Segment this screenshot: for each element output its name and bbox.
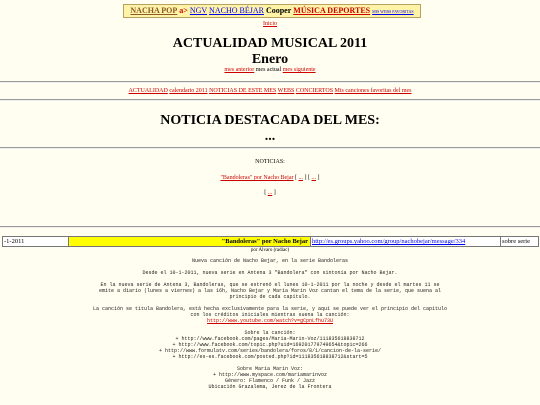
body-line: con los créditos iniciales mientras suena la canción: [190, 312, 350, 318]
more-link-3[interactable]: ... [267, 190, 273, 196]
body-line: Desde el 10-1-2011, nueva serie en Antena 3 "Bandolera" con sintonía por Nacho Bejar. [142, 270, 398, 276]
nav-link-webs-favoritas[interactable]: MIS WEBS FAVORITAS [372, 9, 414, 14]
entry-tag: sobre serie [500, 236, 539, 247]
body-line: La canción se titula Bandolera, está hecha exclusivamente para la serie, y aquí se puede ver el principio del capítulo [92, 306, 448, 312]
noticias-label: NOTICIAS: [255, 159, 285, 165]
body-line: + http://es-es.facebook.com/posted.php?id=111835618838712&start=5 [172, 354, 368, 360]
more-link-2[interactable]: ... [311, 175, 317, 181]
section-link-calendario[interactable]: calendario 2011 [169, 88, 208, 94]
body-line: + http://www.myspace.com/mariamarinvoz [212, 372, 328, 378]
featured-heading: NOTICIA DESTACADA DEL MES: [160, 113, 380, 128]
section-link-noticias[interactable]: NOTICIAS DE ESTE MES [209, 88, 277, 94]
body-line: Género: Flamenco / Funk / Jazz [224, 378, 315, 384]
divider [0, 81, 540, 83]
entry-author: por Alvaro (radiac) [250, 248, 290, 253]
nav-arrow: a> [179, 6, 188, 15]
body-line: Nueva canción de Nacho Bejar, en la serie Bandoleras [191, 258, 349, 264]
body-line: principio de cada capítulo. [229, 294, 311, 300]
body-line: + http://www.facebook.com/topic.php?uid=169201779749654&topic=266 [172, 342, 368, 348]
body-line: Ubicación Grazalema, Jerez de la Frontera [208, 384, 332, 390]
month-navigation [0, 67, 540, 73]
prev-month-link[interactable]: mes anterior [224, 67, 255, 73]
current-month-label: mes actual [255, 67, 282, 73]
body-line: Sobre la canción: [244, 330, 296, 336]
section-link-actualidad[interactable]: ACTUALIDAD [128, 88, 168, 94]
featured-dots: ... [264, 129, 276, 144]
nav-link-nacho-bejar[interactable]: NACHO BÉJAR [209, 6, 264, 15]
nav-link-cooper[interactable]: Cooper [265, 6, 292, 15]
noticias-second-row: [ ... ] [264, 190, 276, 196]
divider [0, 99, 540, 101]
body-line: emite a diario (lunes a viernes) a las 16h, Nacho Bejar y María Marín Voz cantan el tema de la serie, que suena al [98, 288, 442, 294]
section-link-canciones[interactable]: Mis canciones favoritas del mes [334, 88, 412, 94]
page-title: ACTUALIDAD MUSICAL 2011 [172, 36, 368, 51]
body-line: + http://www.facebook.com/pages/Maria-Marin-Voz/111835618838712 [175, 336, 365, 342]
section-link-webs[interactable]: WEBS [277, 88, 295, 94]
divider [0, 147, 540, 149]
section-link-conciertos[interactable]: CONCIERTOS [295, 88, 334, 94]
entry-source-link[interactable]: http://es.groups.yahoo.com/group/nachobejar/message/334 [310, 236, 501, 247]
bandoleras-link[interactable]: "Bandoleras" por Nacho Bejar [220, 175, 294, 181]
youtube-link[interactable]: http://www.youtube.com/watch?v=gCpnLfhu73U [206, 318, 334, 324]
entry-body [0, 258, 540, 390]
section-navigation [0, 88, 540, 94]
entry-date: -1-2011 [2, 236, 69, 247]
entry-title: "Bandoleras" por Nacho Bejar [68, 236, 311, 247]
news-entry-row [2, 236, 538, 245]
nav-link-musica-deportes[interactable]: MÚSICA DEPORTES [293, 6, 371, 15]
body-line: + http://www.formulatv.com/series/bandolera/foros/8/1/cancion-de-la-serie/ [158, 348, 382, 354]
body-line: En la nueva serie de Antena 3, Bandoleras, que se estrenó el lunes 10-1-2011 por la noche y desde el martes 11 se [100, 282, 440, 288]
nav-link-nacha-pop[interactable]: NACHA POP [130, 6, 178, 15]
noticias-links-row: "Bandoleras" por Nacho Bejar [ ... ] [ ... ] [220, 175, 320, 181]
nav-link-ngv[interactable]: NGV [189, 6, 208, 15]
inicio-link[interactable]: Inicio [263, 21, 277, 27]
month-title: Enero [251, 52, 289, 67]
more-link-1[interactable]: ... [298, 175, 304, 181]
body-line: Sobre María Marín Voz: [236, 366, 303, 372]
top-navigation-bar [123, 4, 421, 18]
divider [0, 226, 540, 228]
next-month-link[interactable]: mes siguiente [282, 67, 316, 73]
